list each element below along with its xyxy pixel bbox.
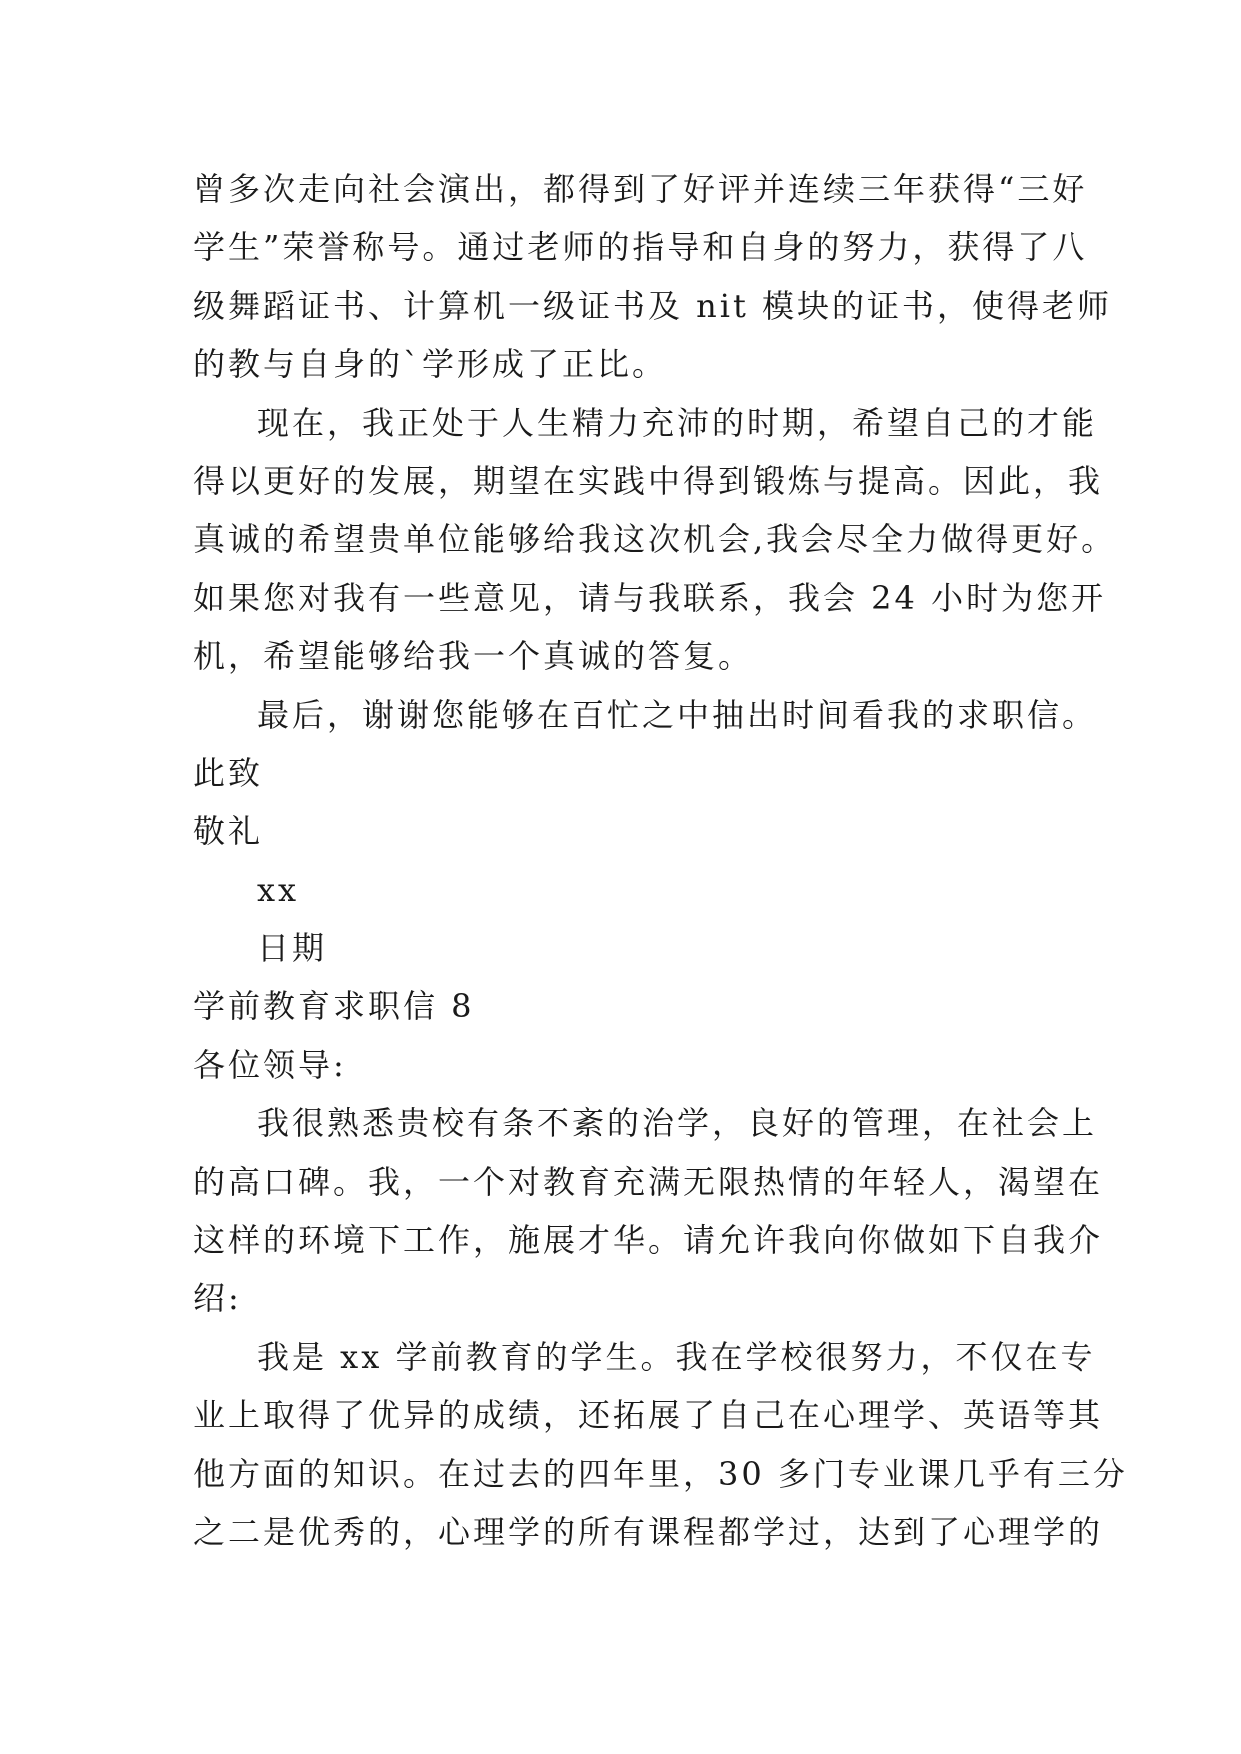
text-line: 如果您对我有一些意见，请与我联系，我会 24 小时为您开 — [193, 578, 1107, 617]
paragraph-start-line: 我很熟悉贵校有条不紊的治学，良好的管理，在社会上 — [257, 1104, 1098, 1143]
text-line: 业上取得了优异的成绩，还拓展了自己在心理学、英语等其 — [193, 1396, 1104, 1435]
text-line: 的高口碑。我，一个对教育充满无限热情的年轻人，渴望在 — [193, 1162, 1104, 1201]
text-line: 的教与自身的`学形成了正比。 — [193, 345, 668, 384]
paragraph-start-line: 现在，我正处于人生精力充沛的时期，希望自己的才能 — [257, 403, 1098, 442]
section-title: 学前教育求职信 8 — [193, 987, 475, 1026]
text-line: 级舞蹈证书、计算机一级证书及 nit 模块的证书，使得老师 — [193, 286, 1113, 325]
closing-regards: 敬礼 — [193, 812, 264, 851]
text-line: 学生”荣誉称号。通过老师的指导和自身的努力，获得了八 — [193, 228, 1088, 267]
signature-name: xx — [257, 870, 300, 909]
paragraph-start-line: 最后，谢谢您能够在百忙之中抽出时间看我的求职信。 — [257, 695, 1098, 734]
text-line: 他方面的知识。在过去的四年里，30 多门专业课几乎有三分 — [193, 1454, 1128, 1493]
text-line: 之二是优秀的，心理学的所有课程都学过，达到了心理学的 — [193, 1512, 1104, 1551]
closing-salutation: 此致 — [193, 753, 264, 792]
text-line: 曾多次走向社会演出，都得到了好评并连续三年获得“三好 — [193, 170, 1088, 208]
text-line: 绍: — [193, 1279, 242, 1318]
text-line: 得以更好的发展，期望在实践中得到锻炼与提高。因此，我 — [193, 461, 1104, 500]
text-line: 这样的环境下工作，施展才华。请允许我向你做如下自我介 — [193, 1221, 1104, 1260]
document-body — [193, 160, 1128, 1561]
letter-greeting: 各位领导: — [193, 1045, 347, 1084]
paragraph-start-line: 我是 xx 学前教育的学生。我在学校很努力，不仅在专 — [257, 1337, 1096, 1376]
signature-date: 日期 — [257, 929, 328, 968]
text-line: 真诚的希望贵单位能够给我这次机会,我会尽全力做得更好。 — [193, 520, 1117, 559]
text-line: 机，希望能够给我一个真诚的答复。 — [193, 637, 754, 676]
